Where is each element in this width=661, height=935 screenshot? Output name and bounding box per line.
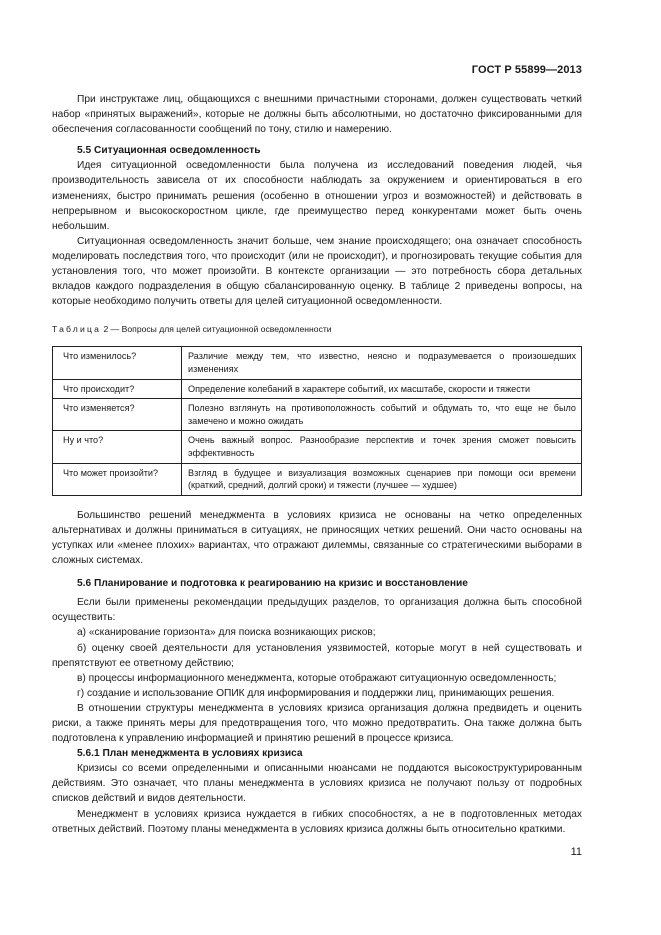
table-question-cell: Ну и что? — [53, 431, 182, 463]
page-content — [52, 92, 582, 837]
paragraph-intro: При инструктаже лиц, общающихся с внешними причастными сторонами, должен существовать четкий набор «принятых выражений», которые не должны быть абсолютными, но достаточно фиксированными для обеспечения согласованности сообщений по тону, стилю и намерению. — [52, 94, 582, 136]
standard-code-header: ГОСТ Р 55899—2013 — [471, 64, 582, 76]
table-row — [53, 463, 582, 495]
paragraph-5-6-intro: Если были применены рекомендации предыдущих разделов, то организация должна быть способной осуществить: — [52, 597, 582, 624]
table-row — [53, 347, 582, 379]
page-number: 11 — [570, 846, 582, 858]
paragraph-5-5-b: Ситуационная осведомленность значит больше, чем знание происходящего; она означает способность моделировать последствия того, что происходит (или не происходит), и прогнозировать текущие события для установления того, что может произойти. В контексте организации — это потребность сбора детальных вкладов каждого подразделения в общую сбалансированную оценку. В таблице 2 приведены вопросы, на которые необходимо получить ответы для целей ситуационной осведомленности. — [52, 235, 582, 308]
table-question-cell: Что происходит? — [53, 379, 182, 399]
section-heading-5-5: 5.5 Ситуационная осведомленность — [77, 145, 261, 157]
situational-awareness-table — [52, 346, 582, 495]
table-row — [53, 399, 582, 431]
table-answer-cell: Полезно взглянуть на противоположность событий и обдумать то, что еще не было замечено и можно ожидать — [182, 399, 582, 431]
table-answer-cell: Взгляд в будущее и визуализация возможных сценариев при помощи оси времени (краткий, средний, долгий сроки) и тяжести (лучшее — худшее) — [182, 463, 582, 495]
table-question-cell: Что изменяется? — [53, 399, 182, 431]
table-answer-cell: Различие между тем, что известно, неясно и подразумевается о произошедших изменениях — [182, 347, 582, 379]
table-caption — [52, 322, 582, 337]
section-heading-5-6-1: 5.6.1 План менеджмента в условиях кризиса — [77, 748, 303, 760]
list-item-c: в) процессы информационного менеджмента, которые отображают ситуационную осведомленность; — [77, 672, 557, 684]
table-row — [53, 379, 582, 399]
paragraph-5-6-outro: В отношении структуры менеджмента в условиях кризиса организация должна предвидеть и оценить риски, а также принять меры для предотвращения того, что можно предотвратить. Она также должна быть подготовлена к управлению информацией и принятию решений в процессе кризиса. — [52, 702, 582, 745]
table-caption-label: Таблица — [52, 324, 102, 335]
paragraph-5-6-1-a: Кризисы со всеми определенными и описанными нюансами не поддаются высокоструктурированным действиям. Это означает, что планы менеджмента в условиях кризиса не получают пользу от подробных списков действий и видов деятельности. — [52, 763, 582, 805]
list-item-a: а) «сканирование горизонта» для поиска возникающих рисков; — [77, 627, 376, 639]
paragraph-5-6-1-b: Менеджмент в условиях кризиса нуждается в гибких способностях, а не в подготовленных методах ответных действий. Поэтому планы менеджмента в условиях кризиса должны быть относительно краткими. — [52, 808, 582, 835]
table-answer-cell: Очень важный вопрос. Разнообразие перспектив и точек зрения сможет повысить эффективность — [182, 431, 582, 463]
list-item-d: г) создание и использование ОПИК для информирования и поддержки лиц, принимающих решения. — [77, 687, 555, 699]
table-caption-text: 2 — Вопросы для целей ситуационной осведомленности — [103, 324, 332, 335]
table-answer-cell: Определение колебаний в характере событий, их масштабе, скорости и тяжести — [182, 379, 582, 399]
table-question-cell: Что изменилось? — [53, 347, 182, 379]
paragraph-5-5-a: Идея ситуационной осведомленности была получена из исследований поведения людей, чья производительность зависела от их способности наблюдать за окружением и ориентироваться в его изменениях, быстро принимать решения (особенно в отношении угроз и возможностей) и действовать в непрерывном и высокоскоростном цикле, где преимущество перед конкурентами может быть очень небольшим. — [52, 160, 582, 232]
list-item-b: б) оценку своей деятельности для установления уязвимостей, которые могут в ней существовать и препятствуют ее ответному действию; — [52, 642, 582, 669]
table-question-cell: Что может произойти? — [53, 463, 182, 495]
section-heading-5-6: 5.6 Планирование и подготовка к реагированию на кризис и восстановление — [77, 578, 468, 590]
paragraph-after-table: Большинство решений менеджмента в условиях кризиса не основаны на четко определенных альтернативах и должны приниматься в ситуациях, не приносящих четких решений. Они часто основаны на уступках или «менее плохих» вариантах, что отражают дилеммы, связанные со стратегическими выборами в сложных системах. — [52, 509, 582, 567]
table-row — [53, 431, 582, 463]
